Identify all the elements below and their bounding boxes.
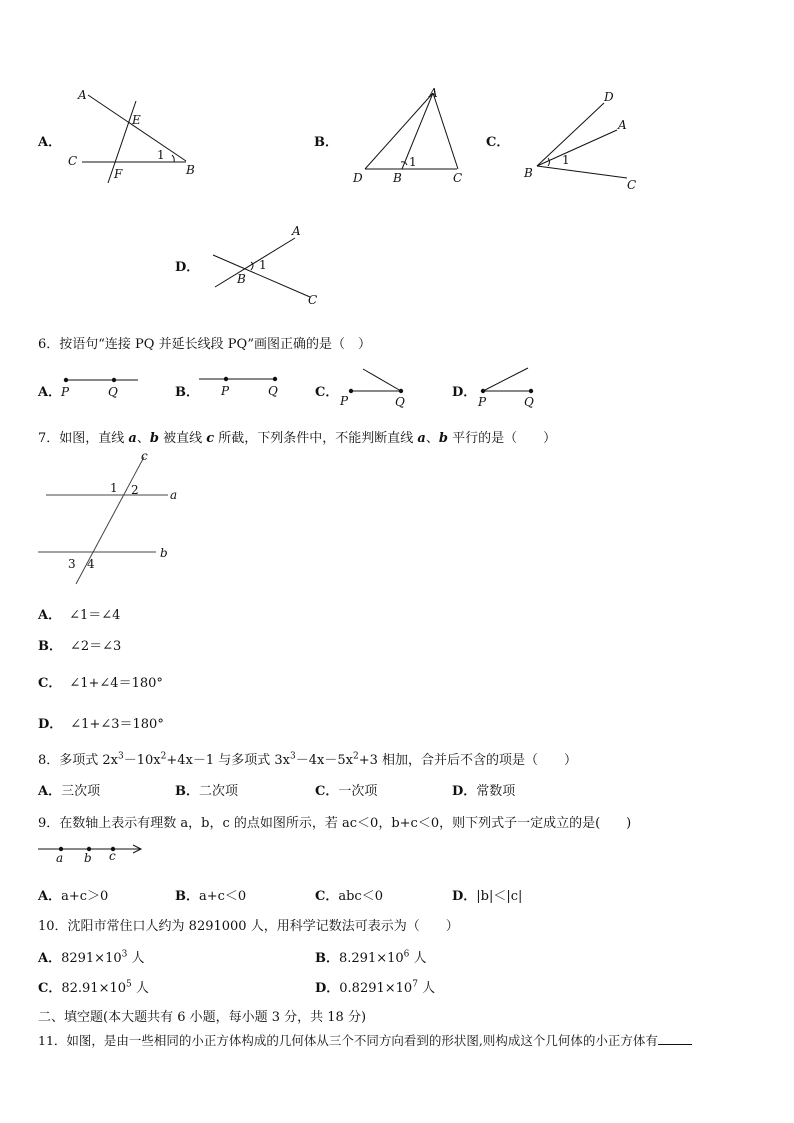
q5c-angle-1: 1 — [562, 153, 570, 167]
q6-figure-c — [337, 364, 417, 409]
q10-option-a: A．$8291\times 10^3$ 人 — [38, 949, 145, 966]
q5a-point-c: C — [68, 154, 78, 168]
q9-option-b: B．a+c＜0 — [175, 889, 247, 904]
q5a-point-f: F — [114, 167, 123, 181]
q5-option-b-label: B． — [314, 135, 338, 150]
q6c-p: P — [340, 394, 349, 408]
section-title: 二、填空题(本大题共有 6 小题，每小题 3 分，共 18 分) — [38, 1010, 367, 1025]
q5d-point-a: A — [292, 224, 301, 238]
q8-option-c: C．一次项 — [315, 784, 378, 799]
q5c-point-c: C — [627, 178, 637, 192]
q5c-point-a: A — [618, 118, 627, 132]
q10-option-d: D．$0.8291\times 10^7$ 人 — [315, 979, 436, 996]
q6a-p: P — [61, 385, 70, 399]
q5a-point-e: E — [132, 113, 141, 127]
q5d-point-c: C — [308, 293, 318, 307]
q5b-point-b: B — [393, 171, 402, 185]
q6-figure-b — [196, 370, 286, 402]
q7-stem: 7．如图，直线 a、b 被直线 c 所截，下列条件中，不能判断直线 a、b 平行的是（ ） — [38, 431, 557, 446]
q9-option-a: A．a+c＞0 — [38, 889, 109, 904]
q5b-point-d: D — [353, 171, 363, 185]
q5-figure-b — [348, 85, 478, 190]
q9-number-line — [36, 840, 148, 868]
q5b-point-a: A — [429, 86, 438, 100]
q7-angle-2: 2 — [131, 483, 139, 497]
q5c-point-d: D — [604, 90, 614, 104]
q6-figure-d — [474, 364, 554, 409]
q10-option-c: C．$82.91\times 10^5$ 人 — [38, 979, 149, 996]
q6-option-b-label: B． — [175, 385, 199, 400]
q5-figure-a — [60, 85, 210, 190]
q9-point-b: b — [84, 851, 92, 865]
q5d-point-b: B — [237, 272, 246, 286]
q6a-q: Q — [108, 385, 118, 399]
q5-option-c-label: C． — [486, 135, 510, 150]
q7-figure — [30, 448, 190, 578]
q5b-angle-1: 1 — [409, 155, 417, 169]
q7-line-a: a — [170, 488, 178, 502]
q11-stem: 11．如图，是由一些相同的小正方体构成的几何体从三个不同方向看到的形状图,则构成这个几何体的小正方体有 — [38, 1031, 692, 1049]
q7-option-d: D． ∠1+∠3＝180° — [38, 717, 164, 732]
q9-stem: 9．在数轴上表示有理数 a，b，c 的点如图所示，若 ac＜0，b+c＜0，则下列式子一定成立的是( ) — [38, 816, 632, 831]
q7-option-c: C． ∠1+∠4＝180° — [38, 676, 163, 691]
q5d-angle-1: 1 — [259, 258, 267, 272]
q7-angle-4: 4 — [87, 557, 95, 571]
q7-line-b: b — [160, 546, 168, 560]
q6-stem: 6．按语句“连接 PQ 并延长线段 PQ”画图正确的是（ ） — [38, 337, 372, 352]
q9-option-d: D．|b|＜|c| — [452, 889, 523, 904]
q5c-point-b: B — [524, 166, 533, 180]
q5a-angle-1: 1 — [157, 148, 165, 162]
q7-angle-1: 1 — [110, 481, 118, 495]
q8-option-b: B．二次项 — [175, 784, 239, 799]
q7-angle-3: 3 — [68, 557, 76, 571]
q5-figure-c — [520, 85, 650, 195]
q6b-q: Q — [268, 384, 278, 398]
q10-option-b: B．$8.291\times 10^6$ 人 — [315, 949, 427, 966]
q6d-p: P — [478, 395, 487, 409]
q6b-p: P — [221, 384, 230, 398]
q11-answer-blank[interactable] — [658, 1032, 692, 1045]
q5-option-d-label: D． — [175, 260, 200, 275]
q5b-point-c: C — [453, 171, 463, 185]
q6-option-c-label: C． — [315, 385, 339, 400]
q5-figure-d — [205, 225, 335, 310]
q7-line-c: c — [141, 449, 148, 463]
q6c-q: Q — [395, 395, 405, 409]
q5a-point-b: B — [186, 163, 195, 177]
q5a-point-a: A — [78, 88, 87, 102]
q7-option-a: A． ∠1＝∠4 — [38, 608, 121, 623]
q6-option-a-label: A． — [38, 385, 62, 400]
q8-option-d: D．常数项 — [452, 784, 516, 799]
q9-point-a: a — [56, 851, 64, 865]
q8-option-a: A．三次项 — [38, 784, 101, 799]
q6-figure-a — [58, 372, 143, 402]
q6d-q: Q — [524, 395, 534, 409]
q9-option-c: C．abc＜0 — [315, 889, 383, 904]
q8-stem: 8．多项式 $2x^3-10x^2+4x-1$ 与多项式 $3x^3-4x-5x^2+3$ 相加，合并后不含的项是（ ） — [38, 751, 577, 768]
q9-point-c: c — [109, 849, 116, 863]
q10-stem: 10．沈阳市常住口人约为 8291000 人，用科学记数法可表示为（ ） — [38, 919, 459, 934]
q6-option-d-label: D． — [452, 385, 477, 400]
q5-option-a-label: A． — [38, 135, 62, 150]
q7-option-b: B． ∠2＝∠3 — [38, 639, 122, 654]
